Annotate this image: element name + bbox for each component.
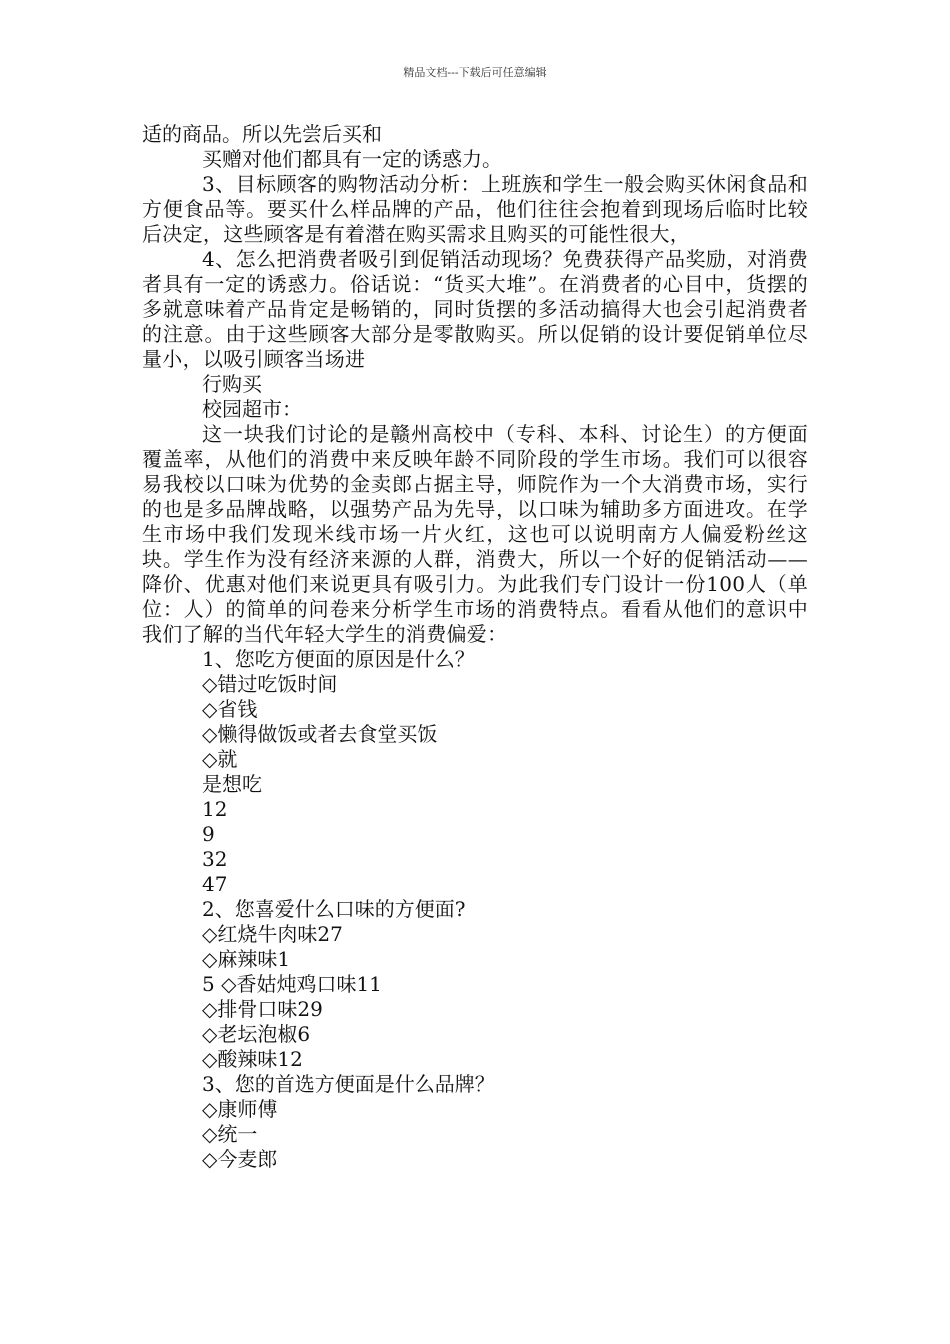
survey-option: ◇排骨口味29 xyxy=(202,997,323,1021)
survey-option: ◇省钱 xyxy=(202,697,258,721)
survey-question: 3、您的首选方便面是什么品牌？ xyxy=(202,1072,495,1096)
page-header: 精品文档---下载后可任意编辑 xyxy=(403,66,547,79)
survey-option: ◇康师傅 xyxy=(202,1097,278,1121)
survey-option: ◇麻辣味1 xyxy=(202,947,291,971)
survey-count: 9 xyxy=(202,822,215,846)
survey-option: ◇统一 xyxy=(202,1122,258,1146)
survey-option: ◇酸辣味12 xyxy=(202,1047,303,1071)
survey-option: 是想吃 xyxy=(202,772,262,796)
paragraph-3: 3、目标顾客的购物活动分析：上班族和学生一般会购买休闲食品和方便食品等。要买什么样品牌的产品，他们往往会抱着到现场后临时比较后决定，这些顾客是有着潜在购买需求且购买的可能性很大， xyxy=(142,172,808,246)
survey-option: ◇今麦郎 xyxy=(202,1147,278,1171)
survey-option: 5 ◇香姑炖鸡口味11 xyxy=(202,972,382,996)
survey-option: ◇错过吃饭时间 xyxy=(202,672,338,696)
text-line: 买赠对他们都具有一定的诱惑力。 xyxy=(202,147,502,171)
document-body xyxy=(142,122,808,1172)
text-line: 适的商品。所以先尝后买和 xyxy=(142,122,382,146)
survey-count: 32 xyxy=(202,847,228,871)
survey-option: ◇就 xyxy=(202,747,238,771)
survey-option: ◇懒得做饭或者去食堂买饭 xyxy=(202,722,438,746)
paragraph-7: 这一块我们讨论的是赣州高校中（专科、本科、讨论生）的方便面覆盖率，从他们的消费中来反映年龄不同阶段的学生市场。我们可以很容易我校以口味为优势的金卖郎占据主导，师院作为一个大消费市场，实行的也是多品牌战略，以强势产品为先导，以口味为辅助多方面进攻。在学生市场中我们发现米线市场一片火红，这也可以说明南方人偏爱粉丝这块。学生作为没有经济来源的人群，消费大，所以一个好的促销活动——降价、优惠对他们来说更具有吸引力。为此我们专门设计一份100人（单位：人）的简单的问卷来分析学生市场的消费特点。看看从他们的意识中我们了解的当代年轻大学生的消费偏爱： xyxy=(142,422,808,646)
survey-count: 47 xyxy=(202,872,228,896)
section-heading: 校园超市： xyxy=(202,397,302,421)
survey-option: ◇红烧牛肉味27 xyxy=(202,922,343,946)
survey-question: 1、您吃方便面的原因是什么？ xyxy=(202,647,475,671)
survey-option: ◇老坛泡椒6 xyxy=(202,1022,311,1046)
survey-count: 12 xyxy=(202,797,228,821)
text-line: 行购买 xyxy=(202,372,262,396)
survey-question: 2、您喜爱什么口味的方便面? xyxy=(202,897,466,921)
paragraph-4: 4、怎么把消费者吸引到促销活动现场？免费获得产品奖励，对消费者具有一定的诱惑力。俗话说：“货买大堆”。在消费者的心目中，货摆的多就意味着产品肯定是畅销的，同时货摆的多活动搞得大也会引起消费者的注意。由于这些顾客大部分是零散购买。所以促销的设计要促销单位尽量小，以吸引顾客当场进 xyxy=(142,247,808,371)
